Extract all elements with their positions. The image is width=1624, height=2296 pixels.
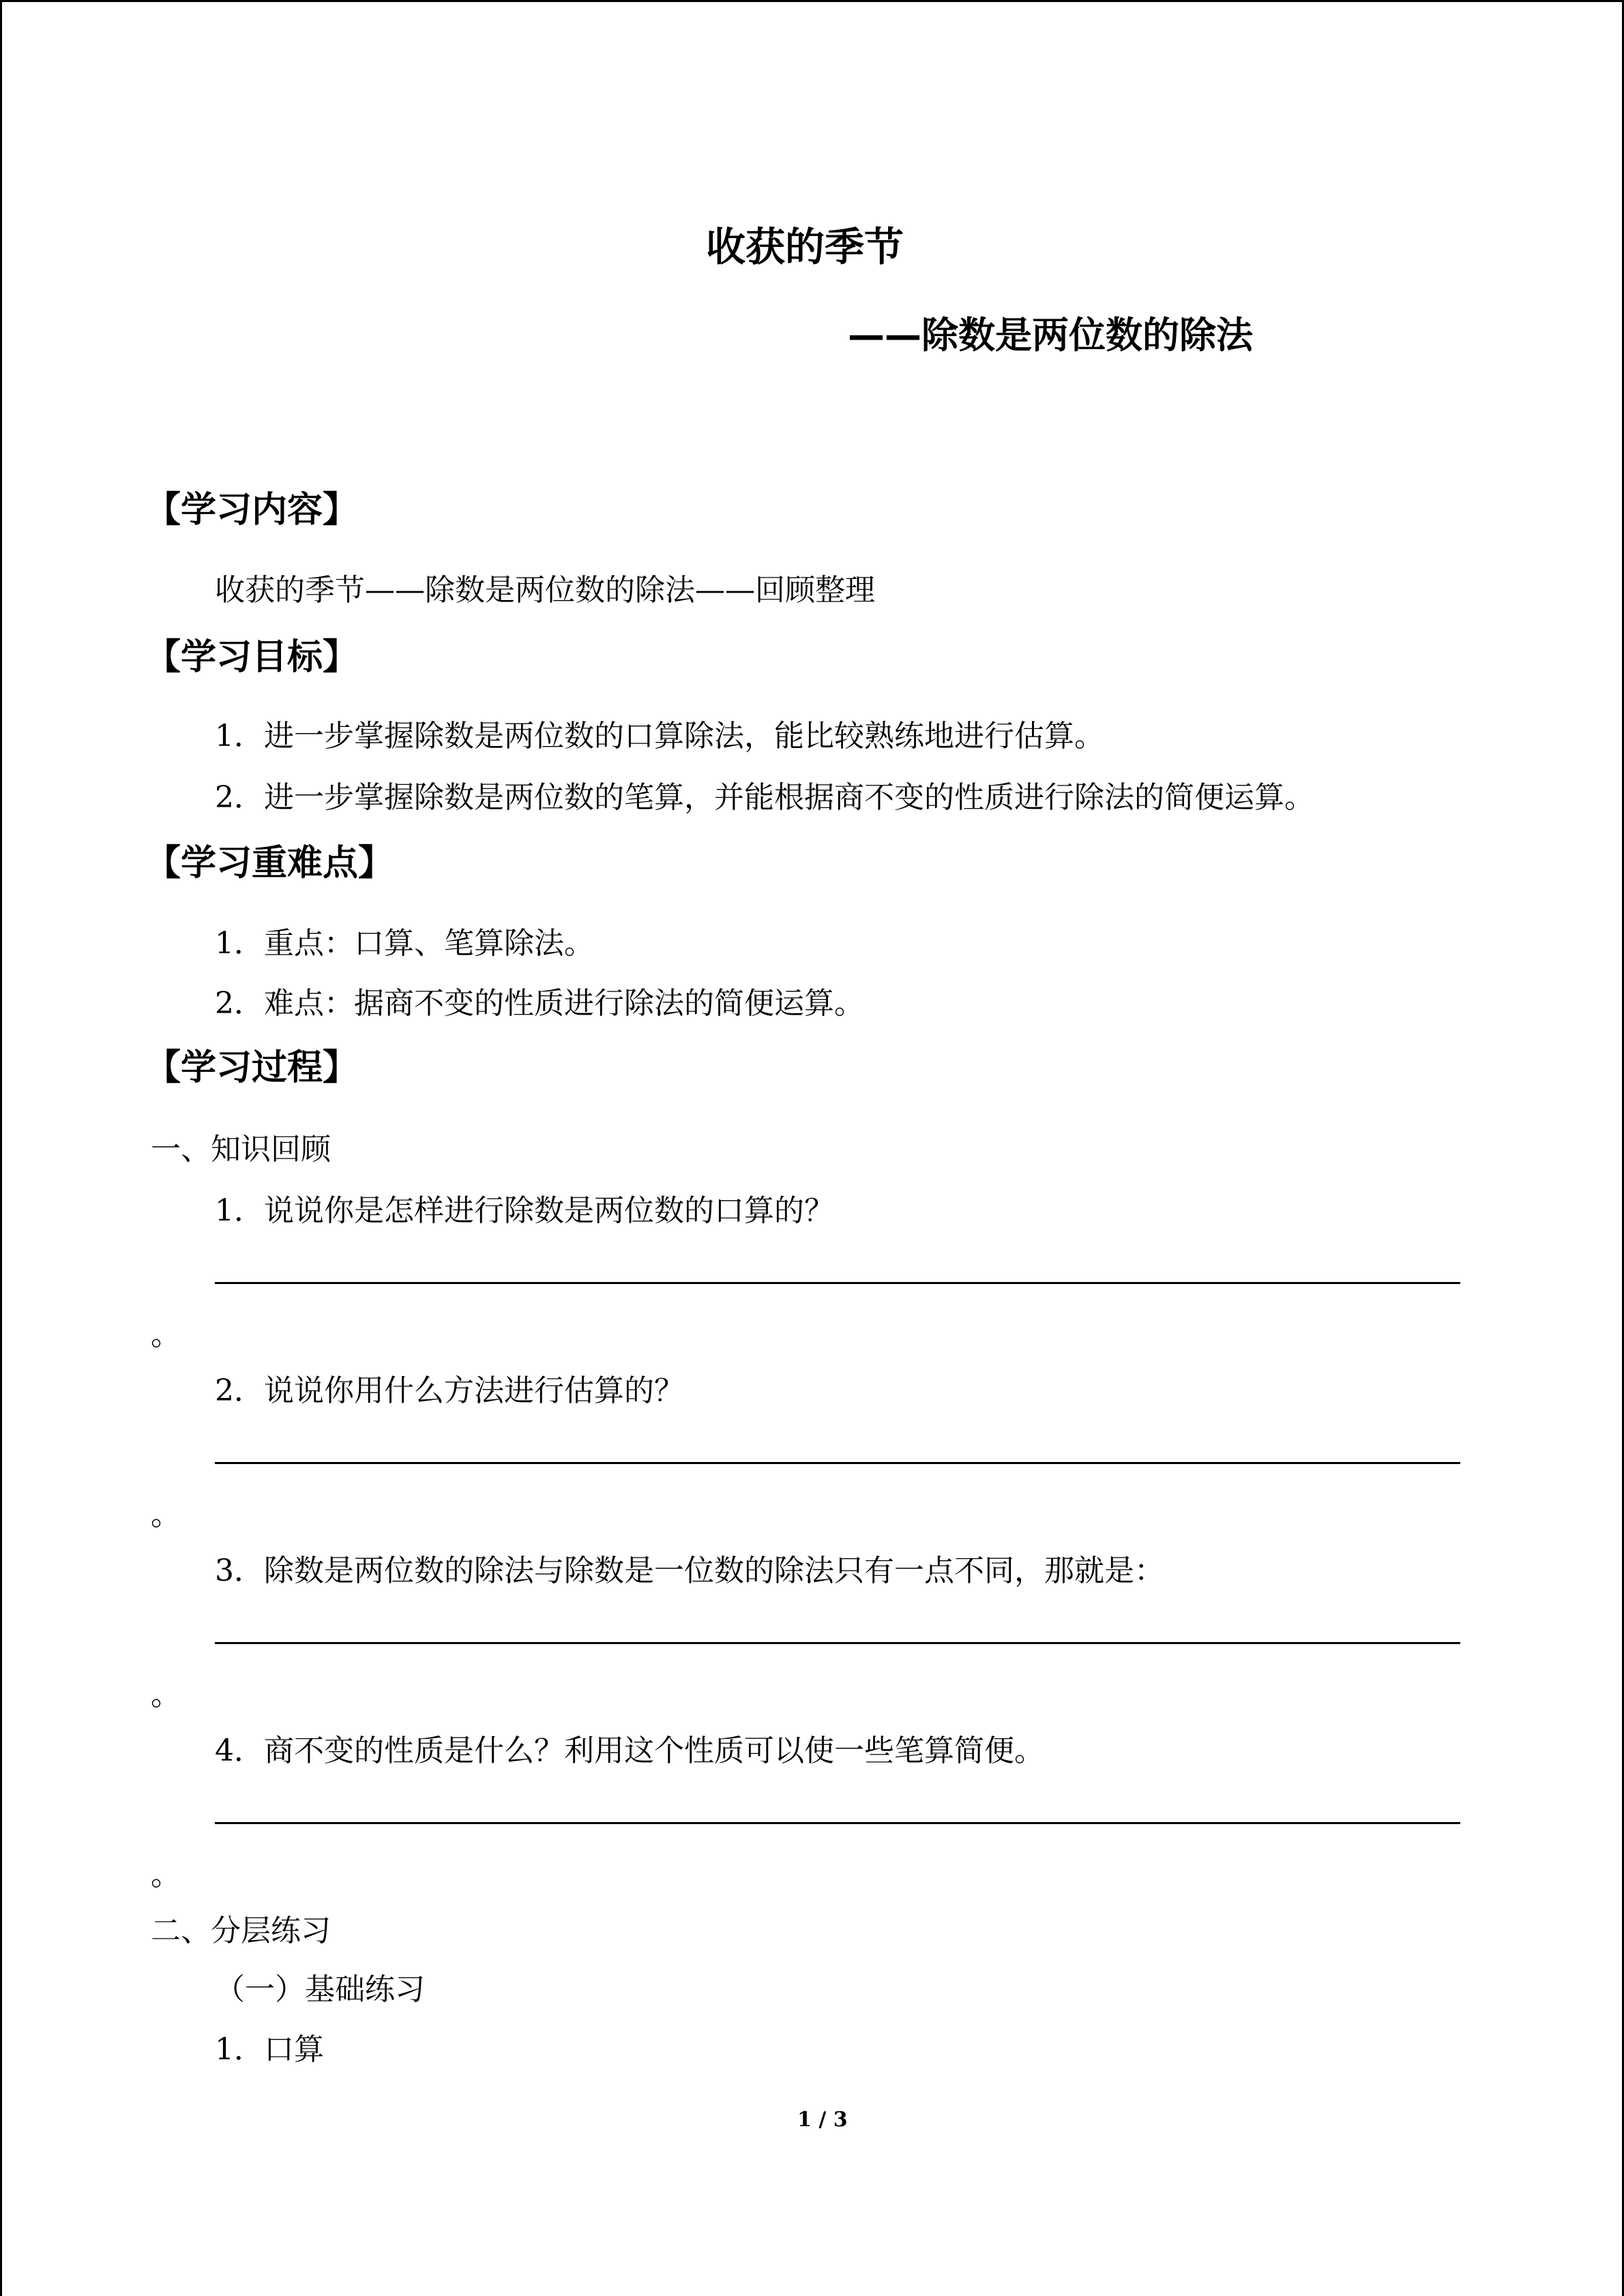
review-question: 4．商不变的性质是什么？利用这个性质可以使一些笔算简便。 (215, 1733, 1044, 1768)
section-heading-keypoints: 【学习重难点】 (145, 843, 394, 884)
page-number: 1 / 3 (797, 2108, 848, 2132)
goal-item: 1．进一步掌握除数是两位数的口算除法，能比较熟练地进行估算。 (215, 719, 1104, 754)
section-heading-process: 【学习过程】 (145, 1047, 359, 1088)
review-question: 3．除数是两位数的除法与除数是一位数的除法只有一点不同，那就是： (215, 1553, 1164, 1588)
keypoint-item: 2．难点：据商不变的性质进行除法的简便运算。 (215, 986, 864, 1021)
section-heading-content: 【学习内容】 (145, 490, 359, 531)
answer-line[interactable] (215, 1642, 1460, 1644)
document-subtitle: ——除数是两位数的除法 (848, 314, 1253, 357)
section-heading-goals: 【学习目标】 (145, 637, 359, 678)
answer-line[interactable] (215, 1282, 1460, 1284)
review-question: 1．说说你是怎样进行除数是两位数的口算的？ (215, 1193, 834, 1228)
document-title: 收获的季节 (706, 224, 904, 270)
part1-label: 一、知识回顾 (151, 1132, 331, 1167)
part2-label: 二、分层练习 (151, 1913, 331, 1948)
keypoint-item: 1．重点：口算、笔算除法。 (215, 926, 594, 961)
part2-subheading: （一）基础练习 (215, 1972, 425, 2007)
review-question: 2．说说你用什么方法进行估算的？ (215, 1373, 684, 1408)
answer-line[interactable] (215, 1822, 1460, 1824)
exercise-item: 1．口算 (215, 2032, 324, 2067)
end-mark: 。 (151, 1497, 181, 1532)
end-mark: 。 (151, 1678, 181, 1712)
end-mark: 。 (151, 1317, 181, 1352)
end-mark: 。 (151, 1858, 181, 1892)
goal-item: 2．进一步掌握除数是两位数的笔算，并能根据商不变的性质进行除法的简便运算。 (215, 780, 1314, 815)
content-text: 收获的季节——除数是两位数的除法——回顾整理 (215, 573, 875, 608)
answer-line[interactable] (215, 1462, 1460, 1464)
